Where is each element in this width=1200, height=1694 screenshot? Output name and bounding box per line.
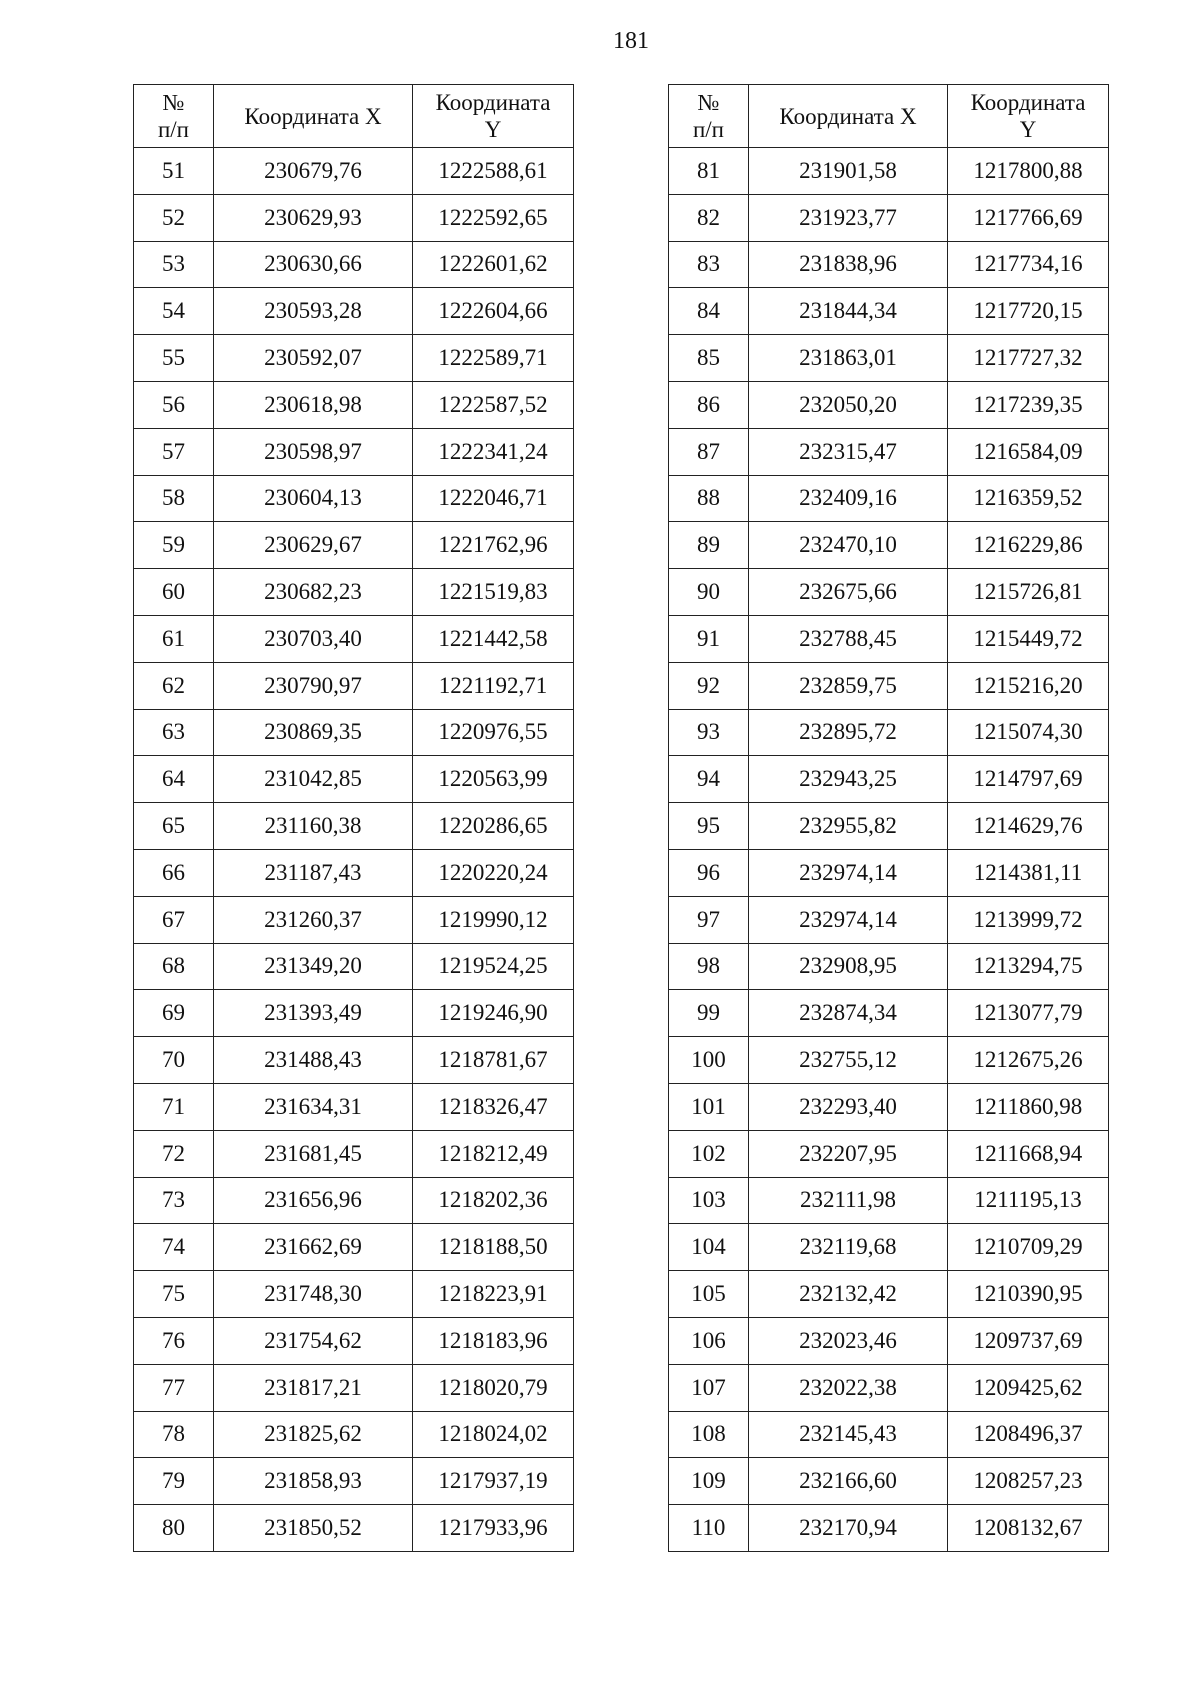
cell-coordinate-y: 1218781,67 <box>413 1037 574 1084</box>
cell-coordinate-y: 1210390,95 <box>948 1271 1109 1318</box>
cell-row-number: 109 <box>669 1458 749 1505</box>
table-row <box>669 241 1109 288</box>
table-row <box>669 569 1109 616</box>
table-row <box>134 1037 574 1084</box>
cell-coordinate-x: 232132,42 <box>749 1271 948 1318</box>
table-row <box>134 569 574 616</box>
header-row-number <box>669 85 749 148</box>
cell-coordinate-x: 231825,62 <box>214 1411 413 1458</box>
cell-coordinate-x: 230598,97 <box>214 428 413 475</box>
cell-coordinate-y: 1219990,12 <box>413 896 574 943</box>
cell-coordinate-x: 231850,52 <box>214 1505 413 1552</box>
cell-coordinate-y: 1218183,96 <box>413 1317 574 1364</box>
cell-row-number: 103 <box>669 1177 749 1224</box>
cell-row-number: 104 <box>669 1224 749 1271</box>
cell-coordinate-y: 1210709,29 <box>948 1224 1109 1271</box>
cell-coordinate-y: 1217933,96 <box>413 1505 574 1552</box>
cell-coordinate-y: 1218212,49 <box>413 1130 574 1177</box>
table-header-row <box>669 85 1109 148</box>
cell-coordinate-x: 232119,68 <box>749 1224 948 1271</box>
header-coordinate-y-letter: Y <box>1019 117 1037 142</box>
cell-coordinate-x: 232207,95 <box>749 1130 948 1177</box>
cell-coordinate-y: 1222604,66 <box>413 288 574 335</box>
table-row <box>669 1364 1109 1411</box>
cell-coordinate-y: 1218326,47 <box>413 1083 574 1130</box>
cell-row-number: 107 <box>669 1364 749 1411</box>
cell-coordinate-x: 231160,38 <box>214 803 413 850</box>
cell-row-number: 92 <box>669 662 749 709</box>
cell-row-number: 106 <box>669 1317 749 1364</box>
cell-coordinate-x: 232166,60 <box>749 1458 948 1505</box>
cell-coordinate-x: 231863,01 <box>749 335 948 382</box>
cell-coordinate-x: 230682,23 <box>214 569 413 616</box>
cell-coordinate-y: 1217727,32 <box>948 335 1109 382</box>
cell-row-number: 69 <box>134 990 214 1037</box>
cell-coordinate-x: 231838,96 <box>749 241 948 288</box>
cell-coordinate-y: 1214629,76 <box>948 803 1109 850</box>
cell-coordinate-y: 1221192,71 <box>413 662 574 709</box>
cell-row-number: 61 <box>134 615 214 662</box>
cell-row-number: 95 <box>669 803 749 850</box>
table-row <box>669 522 1109 569</box>
cell-row-number: 71 <box>134 1083 214 1130</box>
cell-coordinate-x: 232111,98 <box>749 1177 948 1224</box>
cell-coordinate-y: 1217720,15 <box>948 288 1109 335</box>
cell-row-number: 108 <box>669 1411 749 1458</box>
cell-row-number: 62 <box>134 662 214 709</box>
cell-coordinate-x: 231042,85 <box>214 756 413 803</box>
cell-row-number: 64 <box>134 756 214 803</box>
cell-row-number: 90 <box>669 569 749 616</box>
table-row <box>134 990 574 1037</box>
cell-coordinate-x: 232895,72 <box>749 709 948 756</box>
cell-row-number: 59 <box>134 522 214 569</box>
cell-coordinate-x: 230629,93 <box>214 194 413 241</box>
page-number: 181 <box>613 28 649 54</box>
cell-coordinate-y: 1220220,24 <box>413 849 574 896</box>
table-row <box>669 1177 1109 1224</box>
table-row <box>669 381 1109 428</box>
table-row <box>134 1364 574 1411</box>
table-row <box>669 943 1109 990</box>
table-row <box>669 194 1109 241</box>
cell-row-number: 76 <box>134 1317 214 1364</box>
table-row <box>134 475 574 522</box>
table-row <box>669 662 1109 709</box>
table-row <box>134 803 574 850</box>
table-row <box>134 662 574 709</box>
cell-coordinate-y: 1218202,36 <box>413 1177 574 1224</box>
table-row <box>134 335 574 382</box>
cell-coordinate-y: 1222046,71 <box>413 475 574 522</box>
table-row <box>669 1130 1109 1177</box>
table-row <box>134 194 574 241</box>
table-row <box>134 1411 574 1458</box>
cell-row-number: 54 <box>134 288 214 335</box>
cell-coordinate-y: 1214797,69 <box>948 756 1109 803</box>
cell-row-number: 87 <box>669 428 749 475</box>
cell-coordinate-x: 230790,97 <box>214 662 413 709</box>
table-row <box>134 943 574 990</box>
table-row <box>134 1177 574 1224</box>
cell-row-number: 86 <box>669 381 749 428</box>
cell-coordinate-x: 231662,69 <box>214 1224 413 1271</box>
cell-coordinate-y: 1222587,52 <box>413 381 574 428</box>
cell-coordinate-x: 232022,38 <box>749 1364 948 1411</box>
table-row <box>669 849 1109 896</box>
cell-row-number: 89 <box>669 522 749 569</box>
cell-coordinate-y: 1222589,71 <box>413 335 574 382</box>
cell-coordinate-y: 1218188,50 <box>413 1224 574 1271</box>
cell-row-number: 65 <box>134 803 214 850</box>
cell-coordinate-y: 1221762,96 <box>413 522 574 569</box>
cell-coordinate-y: 1222588,61 <box>413 148 574 195</box>
cell-coordinate-x: 232974,14 <box>749 896 948 943</box>
cell-coordinate-x: 232974,14 <box>749 849 948 896</box>
cell-row-number: 110 <box>669 1505 749 1552</box>
cell-coordinate-y: 1218223,91 <box>413 1271 574 1318</box>
table-row <box>669 1505 1109 1552</box>
cell-row-number: 55 <box>134 335 214 382</box>
cell-coordinate-x: 231349,20 <box>214 943 413 990</box>
cell-coordinate-x: 232943,25 <box>749 756 948 803</box>
coordinates-table-right <box>668 84 1109 1552</box>
cell-coordinate-y: 1217766,69 <box>948 194 1109 241</box>
header-coordinate-y-word: Координата <box>970 90 1086 115</box>
cell-coordinate-y: 1208132,67 <box>948 1505 1109 1552</box>
table-row <box>669 335 1109 382</box>
cell-coordinate-y: 1214381,11 <box>948 849 1109 896</box>
table-row <box>134 849 574 896</box>
cell-row-number: 84 <box>669 288 749 335</box>
header-number-abbrev: п/п <box>157 117 189 142</box>
table-row <box>134 1271 574 1318</box>
header-coordinate-y <box>948 85 1109 148</box>
cell-coordinate-x: 230679,76 <box>214 148 413 195</box>
header-coordinate-x: Координата X <box>749 85 948 148</box>
cell-coordinate-y: 1217800,88 <box>948 148 1109 195</box>
cell-coordinate-x: 231681,45 <box>214 1130 413 1177</box>
table-row <box>134 522 574 569</box>
table-row <box>134 896 574 943</box>
cell-coordinate-x: 230869,35 <box>214 709 413 756</box>
header-number-sign: № <box>697 90 720 115</box>
header-number-abbrev: п/п <box>692 117 724 142</box>
table-row <box>669 1271 1109 1318</box>
table-row <box>134 288 574 335</box>
cell-coordinate-x: 230593,28 <box>214 288 413 335</box>
cell-row-number: 67 <box>134 896 214 943</box>
cell-coordinate-x: 232145,43 <box>749 1411 948 1458</box>
table-row <box>669 1037 1109 1084</box>
cell-coordinate-y: 1217937,19 <box>413 1458 574 1505</box>
cell-coordinate-x: 232874,34 <box>749 990 948 1037</box>
cell-coordinate-x: 231817,21 <box>214 1364 413 1411</box>
cell-coordinate-x: 232955,82 <box>749 803 948 850</box>
table-row <box>669 1317 1109 1364</box>
cell-coordinate-x: 231901,58 <box>749 148 948 195</box>
cell-coordinate-y: 1219524,25 <box>413 943 574 990</box>
table-row <box>134 1130 574 1177</box>
coordinates-table-left <box>133 84 574 1552</box>
cell-coordinate-y: 1222341,24 <box>413 428 574 475</box>
table-row <box>669 1411 1109 1458</box>
cell-coordinate-y: 1213077,79 <box>948 990 1109 1037</box>
cell-row-number: 53 <box>134 241 214 288</box>
cell-row-number: 75 <box>134 1271 214 1318</box>
cell-row-number: 105 <box>669 1271 749 1318</box>
cell-row-number: 96 <box>669 849 749 896</box>
coordinates-body-left <box>134 148 574 1552</box>
cell-coordinate-x: 232409,16 <box>749 475 948 522</box>
cell-row-number: 99 <box>669 990 749 1037</box>
cell-coordinate-y: 1213294,75 <box>948 943 1109 990</box>
cell-row-number: 81 <box>669 148 749 195</box>
cell-row-number: 79 <box>134 1458 214 1505</box>
cell-row-number: 91 <box>669 615 749 662</box>
table-row <box>134 1224 574 1271</box>
table-row <box>134 148 574 195</box>
cell-coordinate-x: 230604,13 <box>214 475 413 522</box>
cell-coordinate-y: 1219246,90 <box>413 990 574 1037</box>
cell-coordinate-y: 1215216,20 <box>948 662 1109 709</box>
table-row <box>669 428 1109 475</box>
cell-coordinate-x: 232293,40 <box>749 1083 948 1130</box>
cell-coordinate-x: 231858,93 <box>214 1458 413 1505</box>
cell-coordinate-x: 231634,31 <box>214 1083 413 1130</box>
cell-coordinate-x: 231260,37 <box>214 896 413 943</box>
table-row <box>134 428 574 475</box>
cell-coordinate-y: 1208496,37 <box>948 1411 1109 1458</box>
header-coordinate-y-letter: Y <box>484 117 502 142</box>
cell-coordinate-x: 231187,43 <box>214 849 413 896</box>
table-row <box>669 1083 1109 1130</box>
cell-row-number: 85 <box>669 335 749 382</box>
cell-coordinate-y: 1222601,62 <box>413 241 574 288</box>
cell-coordinate-x: 231844,34 <box>749 288 948 335</box>
cell-coordinate-y: 1211668,94 <box>948 1130 1109 1177</box>
header-coordinate-x: Координата X <box>214 85 413 148</box>
cell-coordinate-x: 230703,40 <box>214 615 413 662</box>
header-row-number <box>134 85 214 148</box>
cell-coordinate-y: 1222592,65 <box>413 194 574 241</box>
cell-row-number: 73 <box>134 1177 214 1224</box>
cell-coordinate-x: 232908,95 <box>749 943 948 990</box>
cell-row-number: 51 <box>134 148 214 195</box>
cell-coordinate-y: 1218024,02 <box>413 1411 574 1458</box>
cell-row-number: 58 <box>134 475 214 522</box>
cell-coordinate-x: 230618,98 <box>214 381 413 428</box>
cell-coordinate-x: 231488,43 <box>214 1037 413 1084</box>
cell-coordinate-y: 1221442,58 <box>413 615 574 662</box>
cell-coordinate-y: 1211860,98 <box>948 1083 1109 1130</box>
header-number-sign: № <box>162 90 185 115</box>
cell-row-number: 68 <box>134 943 214 990</box>
cell-coordinate-x: 232170,94 <box>749 1505 948 1552</box>
cell-row-number: 52 <box>134 194 214 241</box>
cell-coordinate-x: 232788,45 <box>749 615 948 662</box>
cell-coordinate-x: 232050,20 <box>749 381 948 428</box>
cell-coordinate-x: 231393,49 <box>214 990 413 1037</box>
cell-coordinate-y: 1215449,72 <box>948 615 1109 662</box>
cell-row-number: 66 <box>134 849 214 896</box>
cell-coordinate-y: 1220563,99 <box>413 756 574 803</box>
cell-row-number: 88 <box>669 475 749 522</box>
cell-row-number: 82 <box>669 194 749 241</box>
table-row <box>669 990 1109 1037</box>
cell-coordinate-y: 1208257,23 <box>948 1458 1109 1505</box>
cell-row-number: 77 <box>134 1364 214 1411</box>
cell-row-number: 98 <box>669 943 749 990</box>
cell-row-number: 70 <box>134 1037 214 1084</box>
cell-coordinate-x: 230592,07 <box>214 335 413 382</box>
cell-coordinate-x: 231748,30 <box>214 1271 413 1318</box>
table-row <box>134 1083 574 1130</box>
cell-row-number: 60 <box>134 569 214 616</box>
cell-coordinate-y: 1213999,72 <box>948 896 1109 943</box>
cell-row-number: 57 <box>134 428 214 475</box>
cell-coordinate-y: 1218020,79 <box>413 1364 574 1411</box>
table-row <box>134 381 574 428</box>
cell-coordinate-x: 232755,12 <box>749 1037 948 1084</box>
table-header-row <box>134 85 574 148</box>
cell-coordinate-y: 1217239,35 <box>948 381 1109 428</box>
cell-coordinate-y: 1220976,55 <box>413 709 574 756</box>
table-row <box>669 756 1109 803</box>
cell-coordinate-y: 1216359,52 <box>948 475 1109 522</box>
cell-row-number: 56 <box>134 381 214 428</box>
cell-row-number: 100 <box>669 1037 749 1084</box>
cell-coordinate-x: 232470,10 <box>749 522 948 569</box>
cell-coordinate-y: 1209737,69 <box>948 1317 1109 1364</box>
table-row <box>134 709 574 756</box>
header-coordinate-y <box>413 85 574 148</box>
table-row <box>669 896 1109 943</box>
cell-coordinate-y: 1215074,30 <box>948 709 1109 756</box>
table-row <box>134 1505 574 1552</box>
table-row <box>134 241 574 288</box>
cell-coordinate-y: 1215726,81 <box>948 569 1109 616</box>
cell-coordinate-x: 232315,47 <box>749 428 948 475</box>
cell-coordinate-x: 230629,67 <box>214 522 413 569</box>
table-row <box>669 475 1109 522</box>
coordinates-body-right <box>669 148 1109 1552</box>
table-row <box>669 803 1109 850</box>
cell-row-number: 93 <box>669 709 749 756</box>
cell-coordinate-y: 1220286,65 <box>413 803 574 850</box>
table-row <box>669 615 1109 662</box>
cell-coordinate-x: 231656,96 <box>214 1177 413 1224</box>
cell-row-number: 97 <box>669 896 749 943</box>
cell-coordinate-y: 1216584,09 <box>948 428 1109 475</box>
cell-row-number: 80 <box>134 1505 214 1552</box>
table-row <box>669 1458 1109 1505</box>
cell-coordinate-x: 231923,77 <box>749 194 948 241</box>
table-row <box>134 1458 574 1505</box>
cell-coordinate-x: 232023,46 <box>749 1317 948 1364</box>
cell-coordinate-y: 1217734,16 <box>948 241 1109 288</box>
table-row <box>669 709 1109 756</box>
cell-row-number: 78 <box>134 1411 214 1458</box>
table-row <box>134 756 574 803</box>
cell-coordinate-y: 1221519,83 <box>413 569 574 616</box>
cell-row-number: 72 <box>134 1130 214 1177</box>
cell-row-number: 83 <box>669 241 749 288</box>
table-row <box>669 288 1109 335</box>
cell-coordinate-y: 1216229,86 <box>948 522 1109 569</box>
cell-coordinate-y: 1212675,26 <box>948 1037 1109 1084</box>
cell-coordinate-x: 230630,66 <box>214 241 413 288</box>
cell-coordinate-y: 1209425,62 <box>948 1364 1109 1411</box>
table-row <box>134 1317 574 1364</box>
cell-row-number: 94 <box>669 756 749 803</box>
table-row <box>669 1224 1109 1271</box>
table-row <box>669 148 1109 195</box>
cell-row-number: 63 <box>134 709 214 756</box>
cell-coordinate-x: 232859,75 <box>749 662 948 709</box>
cell-coordinate-x: 232675,66 <box>749 569 948 616</box>
cell-row-number: 102 <box>669 1130 749 1177</box>
cell-row-number: 74 <box>134 1224 214 1271</box>
table-row <box>134 615 574 662</box>
cell-coordinate-x: 231754,62 <box>214 1317 413 1364</box>
header-coordinate-y-word: Координата <box>435 90 551 115</box>
cell-coordinate-y: 1211195,13 <box>948 1177 1109 1224</box>
cell-row-number: 101 <box>669 1083 749 1130</box>
